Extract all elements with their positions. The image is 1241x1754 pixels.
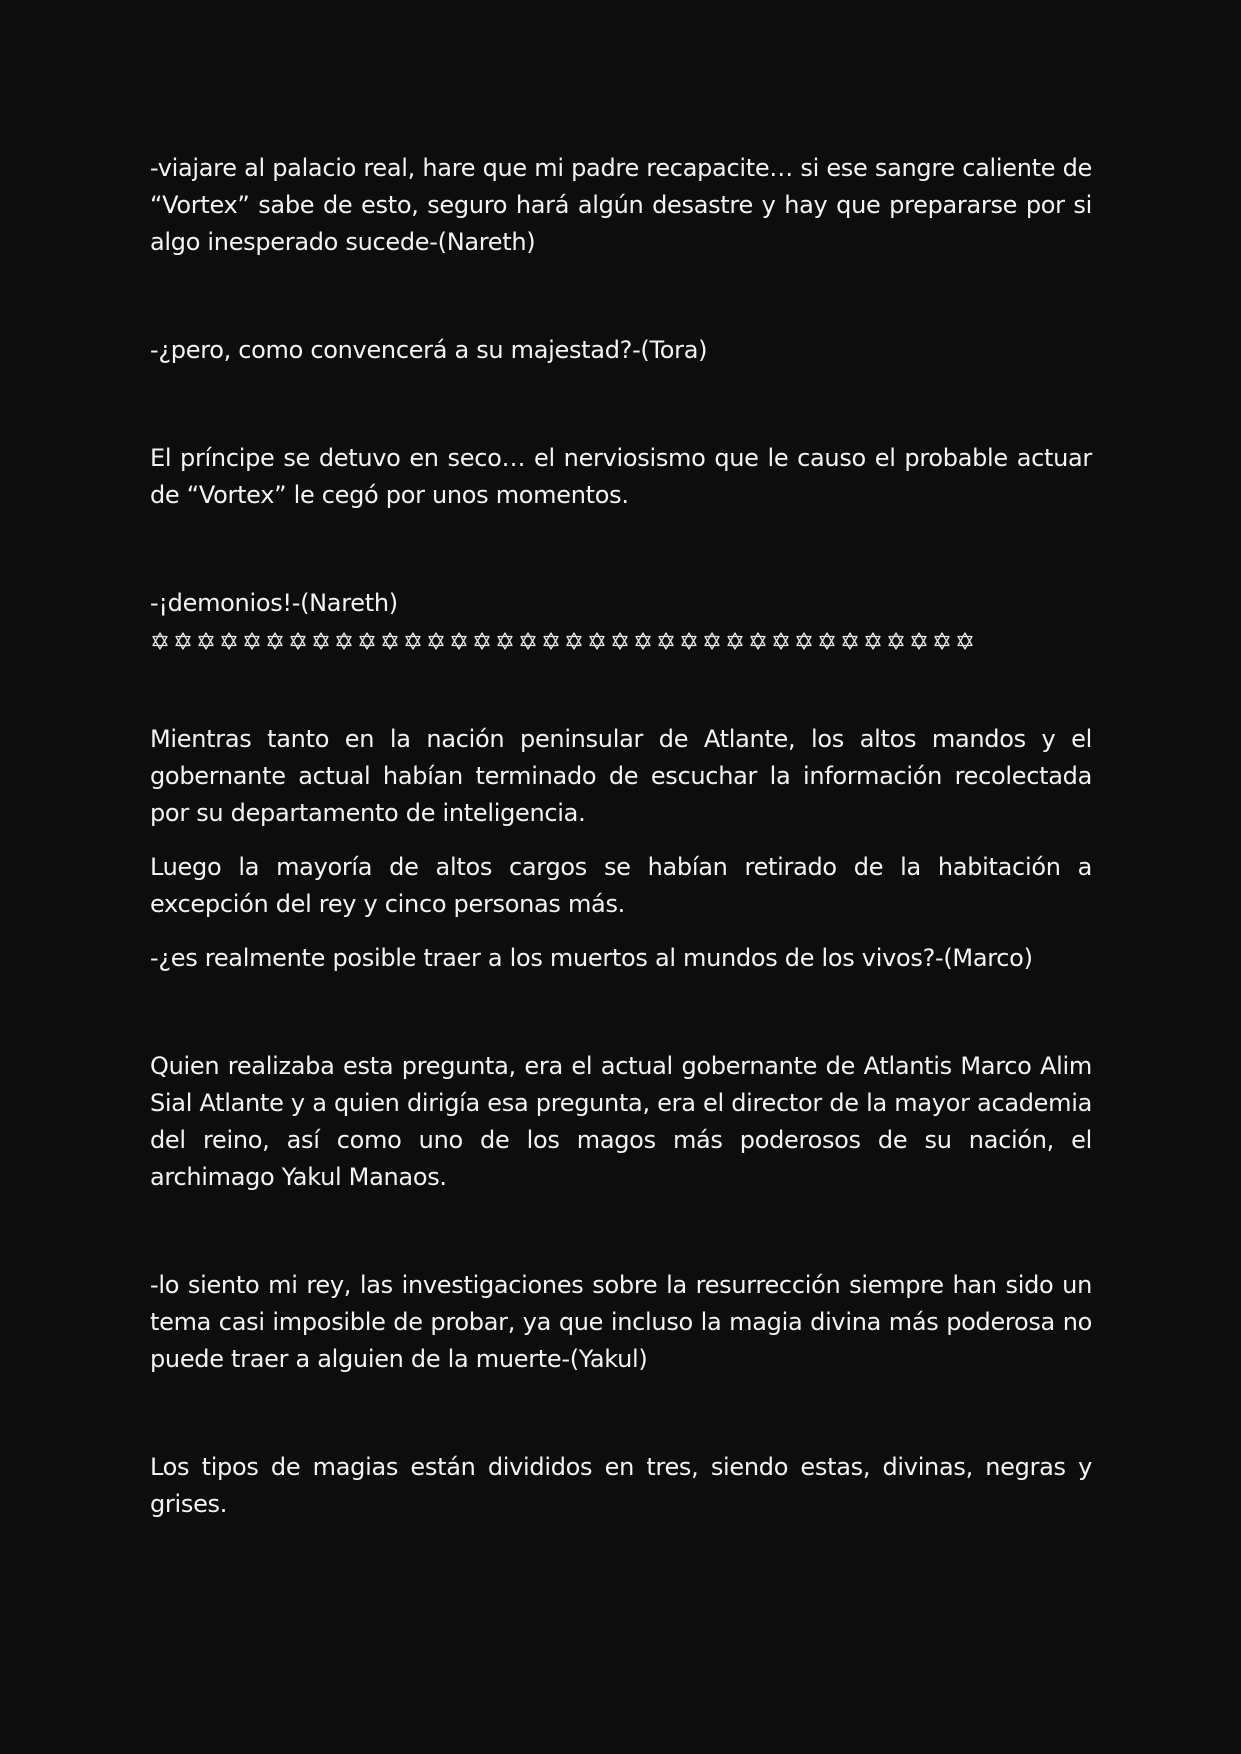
six-pointed-star-icon: [932, 631, 952, 651]
six-pointed-star-icon: [449, 631, 469, 651]
six-pointed-star-icon: [403, 631, 423, 651]
six-pointed-star-icon: [886, 631, 906, 651]
paragraph-tora-question: -¿pero, como convencerá a su majestad?-(Tora): [150, 336, 708, 364]
six-pointed-star-icon: [702, 631, 722, 651]
six-pointed-star-icon: [472, 631, 492, 651]
six-pointed-star-icon: [955, 631, 975, 651]
six-pointed-star-icon: [817, 631, 837, 651]
six-pointed-star-icon: [541, 631, 561, 651]
paragraph-prince-stops: El príncipe se detuvo en seco… el nerviosismo que le causo el probable actuar de “Vortex” le cegó por unos momentos.: [150, 444, 1092, 509]
six-pointed-star-icon: [564, 631, 584, 651]
six-pointed-star-icon: [288, 631, 308, 651]
six-pointed-star-icon: [426, 631, 446, 651]
document-page: [150, 150, 1092, 1523]
paragraph-marco-yakul-intro: Quien realizaba esta pregunta, era el actual gobernante de Atlantis Marco Alim Sial Atlante y a quien dirigía esa pregunta, era el director de la mayor academia del reino, así como uno de los magos más poderosos de su nación, el archimago Yakul Manaos.: [150, 1052, 1092, 1191]
six-pointed-star-icon: [748, 631, 768, 651]
six-pointed-star-icon: [863, 631, 883, 651]
six-pointed-star-icon: [219, 631, 239, 651]
section-separator: [150, 622, 1092, 659]
paragraph-nareth-travel: -viajare al palacio real, hare que mi padre recapacite… si ese sangre caliente de “Vortex” sabe de esto, seguro hará algún desastre y hay que prepararse por si algo inesperado sucede-(Nareth): [150, 154, 1092, 256]
six-pointed-star-icon: [840, 631, 860, 651]
six-pointed-star-icon: [265, 631, 285, 651]
six-pointed-star-icon: [794, 631, 814, 651]
six-pointed-star-icon: [150, 631, 170, 651]
six-pointed-star-icon: [518, 631, 538, 651]
six-pointed-star-icon: [679, 631, 699, 651]
six-pointed-star-icon: [771, 631, 791, 651]
six-pointed-star-icon: [909, 631, 929, 651]
six-pointed-star-icon: [196, 631, 216, 651]
six-pointed-star-icon: [311, 631, 331, 651]
paragraph-atlante-intel: Mientras tanto en la nación peninsular de Atlante, los altos mandos y el gobernante actual habían terminado de escuchar la información recolectada por su departamento de inteligencia.: [150, 725, 1092, 827]
paragraph-officials-leave: Luego la mayoría de altos cargos se habían retirado de la habitación a excepción del rey y cinco personas más.: [150, 853, 1092, 918]
six-pointed-star-icon: [357, 631, 377, 651]
six-pointed-star-icon: [334, 631, 354, 651]
six-pointed-star-icon: [380, 631, 400, 651]
six-pointed-star-icon: [656, 631, 676, 651]
paragraph-marco-question: -¿es realmente posible traer a los muertos al mundos de los vivos?-(Marco): [150, 944, 1033, 972]
six-pointed-star-icon: [495, 631, 515, 651]
paragraph-magic-types: Los tipos de magias están divididos en tres, siendo estas, divinas, negras y grises.: [150, 1453, 1092, 1518]
paragraph-nareth-exclaim: -¡demonios!-(Nareth): [150, 589, 398, 617]
six-pointed-star-icon: [610, 631, 630, 651]
six-pointed-star-icon: [242, 631, 262, 651]
six-pointed-star-icon: [725, 631, 745, 651]
six-pointed-star-icon: [633, 631, 653, 651]
six-pointed-star-icon: [173, 631, 193, 651]
paragraph-yakul-answer: -lo siento mi rey, las investigaciones sobre la resurrección siempre han sido un tema casi imposible de probar, ya que incluso la magia divina más poderosa no puede traer a alguien de la muerte-(Yakul): [150, 1271, 1092, 1373]
six-pointed-star-icon: [587, 631, 607, 651]
